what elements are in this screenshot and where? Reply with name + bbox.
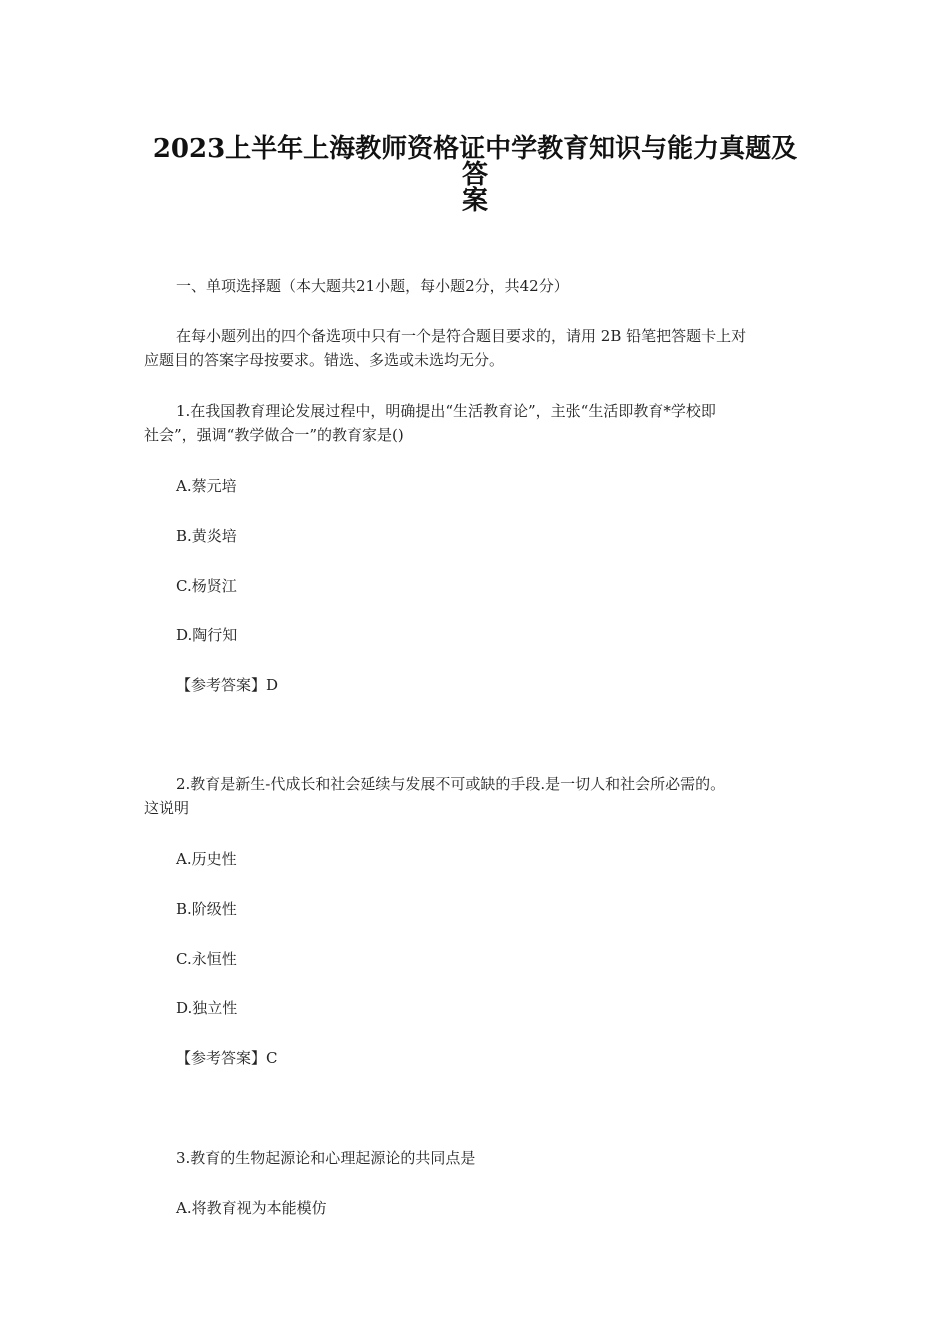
document-title-line-1: 2023上半年上海教师资格证中学教育知识与能力真题及答: [152, 134, 798, 190]
question-2-option-a: A.历史性: [176, 850, 237, 868]
question-1-option-a: A.蔡元培: [176, 477, 237, 495]
section-heading: 一、单项选择题（本大题共21小题，每小题2分，共42分）: [176, 277, 569, 295]
instructions-line-1: 在每小题列出的四个备选项中只有一个是符合题目要求的，请用 2B 铅笔把答题卡上对: [176, 327, 747, 345]
document-title-line-2: 案: [461, 186, 488, 216]
question-2-option-b: B.阶级性: [176, 900, 237, 918]
question-2-stem-line-2: 这说明: [144, 799, 190, 817]
question-2-answer: 【参考答案】C: [176, 1049, 278, 1067]
question-3-stem: 3.教育的生物起源论和心理起源论的共同点是: [176, 1149, 476, 1167]
question-1-stem-line-2: 社会”，强调“教学做合一”的教育家是(): [144, 426, 404, 444]
question-2-stem-line-1: 2.教育是新生-代成长和社会延续与发展不可或缺的手段.是一切人和社会所必需的。: [176, 775, 726, 793]
question-1-option-c: C.杨贤江: [176, 577, 237, 595]
instructions-line-2: 应题目的答案字母按要求。错选、多选或未选均无分。: [144, 351, 505, 369]
question-1-option-d: D.陶行知: [176, 626, 238, 644]
question-1-stem-line-1: 1.在我国教育理论发展过程中，明确提出“生活教育论”，主张“生活即教育*学校即: [176, 402, 716, 420]
question-3-option-a: A.将教育视为本能模仿: [176, 1199, 327, 1217]
question-1-option-b: B.黄炎培: [176, 527, 237, 545]
question-1-answer: 【参考答案】D: [176, 676, 279, 694]
question-2-option-d: D.独立性: [176, 999, 238, 1017]
question-2-option-c: C.永恒性: [176, 950, 237, 968]
